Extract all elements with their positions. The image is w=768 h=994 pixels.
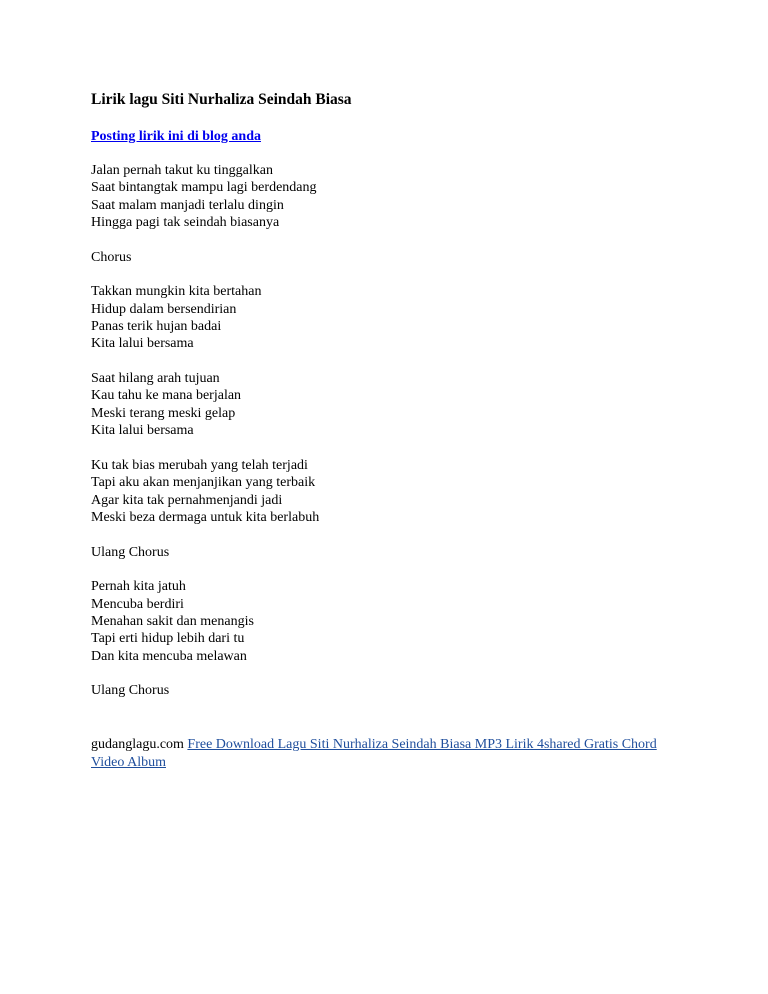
lyric-line: Takkan mungkin kita bertahan [91,284,262,300]
lyric-line: Ulang Chorus [91,683,170,699]
lyric-line: Saat bintangtak mampu lagi berdendang [91,180,317,196]
lyric-line: Agar kita tak pernahmenjandi jadi [91,492,283,508]
lyric-line: Ku tak bias merubah yang telah terjadi [91,457,308,473]
lyric-line: Kita lalui bersama [91,423,194,439]
lyric-line: Hingga pagi tak seindah biasanya [91,215,280,231]
footer-source [91,736,671,771]
source-site-text: gudanglagu.com [91,737,184,752]
lyric-line: Kita lalui bersama [91,336,194,352]
lyric-line: Ulang Chorus [91,544,170,560]
stanza [91,457,319,526]
lyric-line: Jalan pernah takut ku tinggalkan [91,163,273,178]
lyric-line: Chorus [91,249,132,265]
post-lyrics-link[interactable]: Posting lirik ini di blog anda [91,129,261,144]
lyric-line: Menahan sakit dan menangis [91,613,254,629]
lyric-line: Pernah kita jatuh [91,579,186,595]
lyric-line: Dan kita mencuba melawan [91,648,247,664]
lyric-line: Panas terik hujan badai [91,319,222,335]
lyric-line: Saat malam manjadi terlalu dingin [91,197,284,213]
stanza [91,283,319,352]
download-link[interactable]: Free Download Lagu Siti Nurhaliza Seindah Biasa MP3 Lirik 4shared Gratis Chord Video Album [91,737,657,770]
stanza [91,249,319,266]
lyric-line: Mencuba berdiri [91,596,184,612]
lyric-line: Kau tahu ke mana berjalan [91,388,242,404]
stanza [91,682,319,699]
lyric-line: Meski terang meski gelap [91,405,236,421]
stanza [91,578,319,665]
stanza [91,544,319,561]
page-title: Lirik lagu Siti Nurhaliza Seindah Biasa [91,91,352,108]
stanza [91,162,319,231]
lyric-line: Saat hilang arah tujuan [91,371,220,387]
lyrics-body [91,162,319,717]
stanza [91,370,319,439]
lyric-line: Tapi erti hidup lebih dari tu [91,631,245,647]
lyric-line: Tapi aku akan menjanjikan yang terbaik [91,475,316,491]
lyric-line: Hidup dalam bersendirian [91,301,237,317]
lyric-line: Meski beza dermaga untuk kita berlabuh [91,509,320,525]
